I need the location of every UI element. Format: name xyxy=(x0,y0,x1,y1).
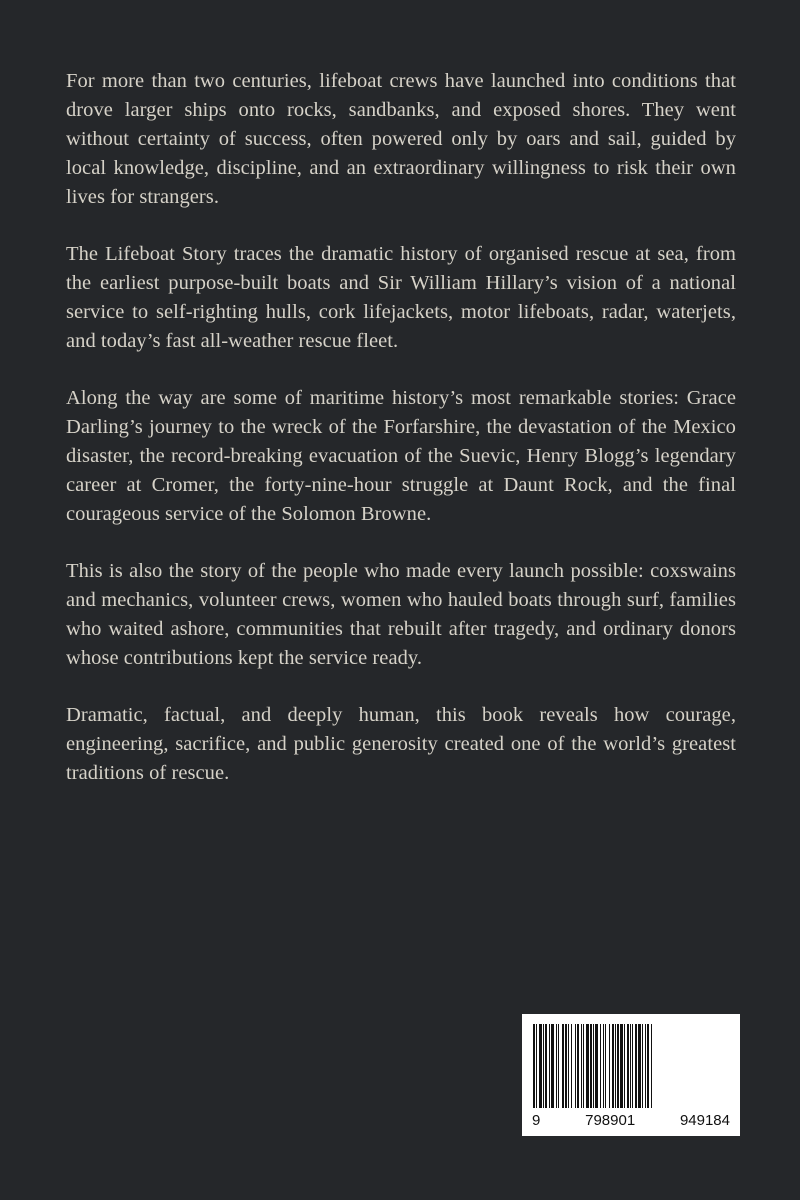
barcode-bar xyxy=(545,1024,547,1108)
barcode-bar xyxy=(595,1024,598,1108)
barcode-bar xyxy=(642,1024,643,1108)
barcode-bar xyxy=(651,1024,652,1108)
barcode-bar xyxy=(586,1024,589,1108)
barcode-bar xyxy=(645,1024,646,1108)
barcode-bar xyxy=(593,1024,594,1108)
blurb-paragraph: Dramatic, factual, and deeply human, this book reveals how courage, engineering, sacrifice, and public generosity created one of the world’s greatest traditions of rescue. xyxy=(66,704,736,784)
barcode-bar xyxy=(624,1024,625,1108)
barcode-bar xyxy=(556,1024,557,1108)
barcode-bar xyxy=(533,1024,535,1108)
barcode-bar xyxy=(549,1024,550,1108)
barcode-bar xyxy=(539,1024,542,1108)
barcode-bar xyxy=(562,1024,564,1108)
blurb-paragraph: Along the way are some of maritime history’s most remarkable stories: Grace Darling’s journey to the wreck of the Forfarshire, the devastation of the Mexico disaster, the record-breaking evacuation of the Suevic, Henry Blogg’s legendary career at Cromer, the forty-nine-hour struggle at Daunt Rock, and the final courageous service of the Solomon Browne. xyxy=(66,387,736,525)
barcode-bar xyxy=(536,1024,537,1108)
barcode-bar xyxy=(543,1024,544,1108)
barcode-bar xyxy=(577,1024,579,1108)
barcode-bar xyxy=(583,1024,584,1108)
back-cover-blurb xyxy=(66,67,736,816)
barcode-bar xyxy=(568,1024,569,1108)
barcode-bar xyxy=(630,1024,631,1108)
blurb-paragraph: This is also the story of the people who made every launch possible: coxswains and mechanics, volunteer crews, women who hauled boats through surf, families who waited ashore, communities that rebuilt after tragedy, and ordinary donors whose contributions kept the service ready. xyxy=(66,560,736,669)
barcode-lead-digit: 9 xyxy=(532,1112,541,1129)
barcode-bar xyxy=(571,1024,572,1108)
blurb-paragraph: For more than two centuries, lifeboat crews have launched into conditions that drove larger ships onto rocks, sandbanks, and exposed shores. They went without certainty of success, often powered only by oars and sail, guided by local knowledge, discipline, and an extraordinary willingness to risk their own lives for strangers. xyxy=(66,70,736,208)
barcode-bar xyxy=(575,1024,576,1108)
barcode-bar xyxy=(600,1024,601,1108)
barcode-bar xyxy=(620,1024,623,1108)
barcode-bar xyxy=(551,1024,554,1108)
barcode-bar xyxy=(638,1024,641,1108)
barcode-bar xyxy=(558,1024,559,1108)
barcode-bar xyxy=(590,1024,592,1108)
barcode-bar xyxy=(635,1024,637,1108)
barcode-right-digits: 949184 xyxy=(679,1112,730,1129)
barcode-bars xyxy=(522,1014,740,1136)
barcode-bar xyxy=(627,1024,629,1108)
blurb-paragraph: The Lifeboat Story traces the dramatic history of organised rescue at sea, from the earliest purpose-built boats and Sir William Hillary’s vision of a national service to self-righting hulls, cork lifejackets, motor lifeboats, radar, waterjets, and today’s fast all-weather rescue fleet. xyxy=(66,243,736,352)
barcode-bar xyxy=(617,1024,619,1108)
barcode-bar xyxy=(603,1024,604,1108)
barcode-bar xyxy=(565,1024,567,1108)
barcode-bar xyxy=(647,1024,649,1108)
barcode-bar xyxy=(615,1024,616,1108)
barcode-bar xyxy=(632,1024,633,1108)
barcode-bar xyxy=(605,1024,606,1108)
barcode-bar xyxy=(581,1024,582,1108)
barcode-bar xyxy=(612,1024,614,1108)
isbn-barcode xyxy=(522,1014,740,1136)
barcode-left-digits: 798901 xyxy=(585,1112,636,1129)
barcode-bar xyxy=(609,1024,610,1108)
